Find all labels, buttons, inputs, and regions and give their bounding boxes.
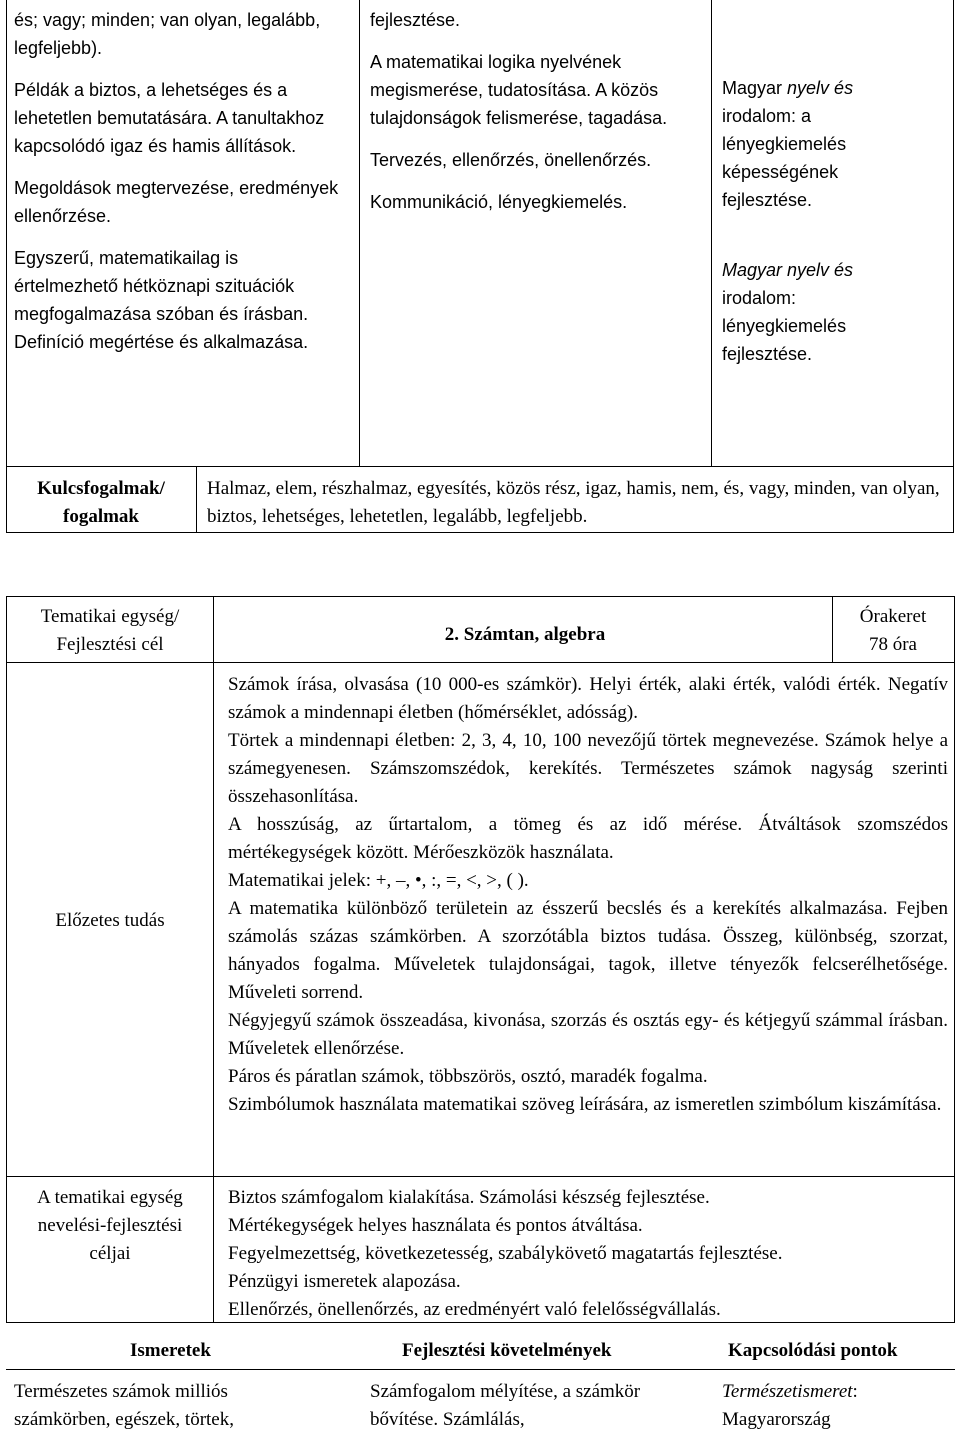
keywords-text: Halmaz, elem, részhalmaz, egyesítés, közös rész, igaz, hamis, nem, és, vagy, minden, van olyan, biztos, lehetséges, lehetetlen, legalább, legfeljebb. xyxy=(207,478,940,527)
unit-label: Tematikai egység/ Fejlesztési cél xyxy=(40,606,180,655)
column-header-connections: Kapcsolódási pontok xyxy=(728,1340,898,1361)
unit-title: 2. Számtan, algebra xyxy=(444,624,606,645)
requirements-cell: Számfogalom mélyítése, a számkör bővítése. Számlálás, xyxy=(370,1381,641,1430)
prior-logic-text: és; vagy; minden; van olyan, legalább, legfeljebb). Példák a biztos, a lehetséges és a lehetetlen bemutatására. A tanultakhoz kapcsolódó igaz és hamis állítások. Megoldások megtervezése, eredmények ellenőrzése. Egyszerű, matematikailag is értelmezhető hétköznapi szituációk megfogalmazása szóban és írásban. Definíció megértése és alkalmazása. xyxy=(14,10,339,352)
column-header-knowledge: Ismeretek xyxy=(130,1340,211,1361)
column-header-requirements: Fejlesztési követelmények xyxy=(402,1340,612,1361)
hours-value: 78 óra xyxy=(868,634,917,655)
goals-text: Biztos számfogalom kialakítása. Számolási készség fejlesztése. Mértékegységek helyes használata és pontos átváltása. Fegyelmezettség, következetesség, szabálykövető magatartás fejlesztése. Pénzügyi ismeretek alapozása. Ellenőrzés, önellenőrzés, az eredményért való felelősségvállalás. xyxy=(228,1187,783,1320)
goals-label: A tematikai egység nevelési-fejlesztési céljai xyxy=(37,1187,183,1264)
connection-points-text: Magyar nyelv és irodalom: a lényegkiemelés képességének fejlesztése. Magyar nyelv és irodalom: lényegkiemelés fejlesztése. xyxy=(722,78,854,364)
hours-label: Órakeret xyxy=(859,606,927,627)
connections-cell: Természetismeret: Magyarország xyxy=(722,1381,858,1430)
knowledge-cell: Természetes számok milliós számkörben, egészek, törtek, xyxy=(14,1381,234,1430)
prior-knowledge-label: Előzetes tudás xyxy=(55,910,165,931)
prior-knowledge-text: Számok írása, olvasása (10 000-es számkör). Helyi érték, alaki érték, valódi érték. Negatív számok a mindennapi életben (hőmérséklet, adósság). Törtek a mindennapi életben: 2, 3, 4, 10, 100 nevezőjű törtek megnevezése. Számok helye a számegyenesen. Számszomszédok, kerekítés. Természetes számok nagyság szerinti összehasonlítása. A hosszúság, az űrtartalom, a tömeg és az idő mérése. Átváltások szomszédos mértékegységek között. Mérőeszközök használata. Matematikai jelek: +, –, •, :, =, <, >, ( ). A matematika különböző területein az ésszerű becslés és a kerekítés alkalmazása. Fejben számolás százas számkörben. A szorzótábla biztos tudása. Összeg, különbség, szorzat, hányados fogalma. Műveletek tulajdonságai, tagok, illetve tényezők felcserélhetősége. Műveleti sorrend. Négyjegyű számok összeadása, kivonása, szorzás és osztás egy- és kétjegyű számmal írásban. Műveletek ellenőrzése. Páros és páratlan számok, többszörös, osztó, maradék fogalma. Szimbólumok használata matematikai szöveg leírására, az ismeretlen szimbólum kiszámítása. xyxy=(228,674,948,1115)
development-text: fejlesztése. A matematikai logika nyelvének megismerése, tudatosítása. A közös tulajdonságok felismerése, tagadása. Tervezés, ellenőrzés, önellenőrzés. Kommunikáció, lényegkiemelés. xyxy=(370,10,668,212)
keywords-label: Kulcsfogalmak/ fogalmak xyxy=(37,478,165,527)
